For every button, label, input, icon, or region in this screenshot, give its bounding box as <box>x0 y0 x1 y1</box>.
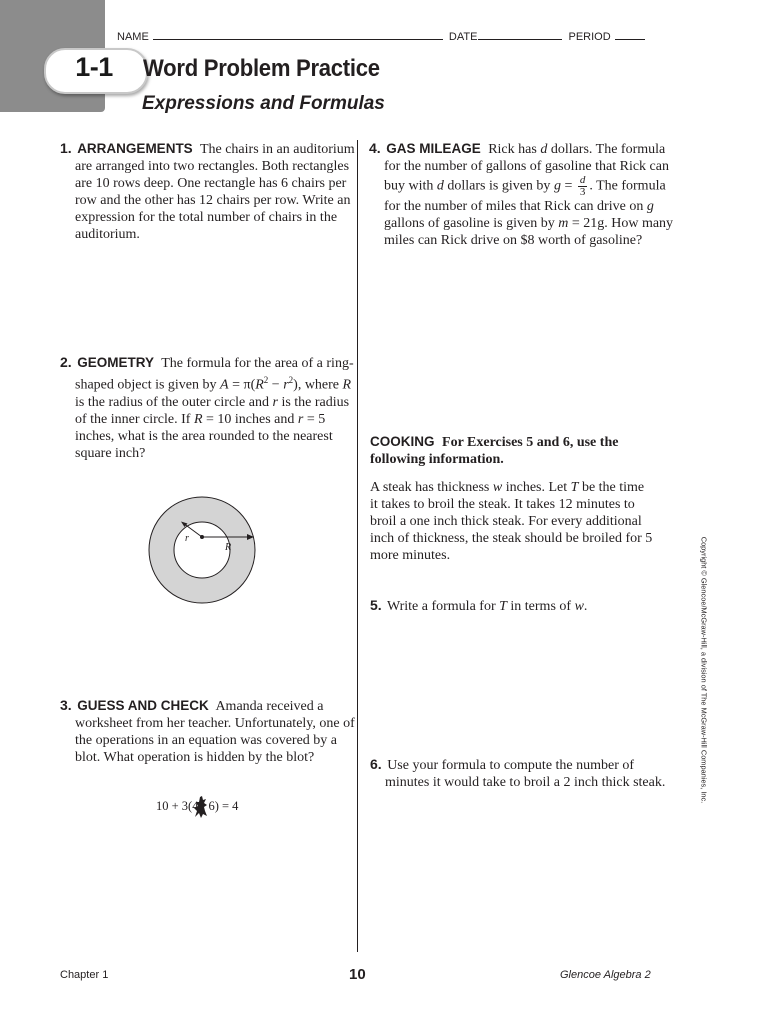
problem-text: = 21g. How many miles can Rick drive on $8 worth of gasoline? <box>384 216 674 248</box>
fraction-d-over-3 <box>578 175 588 198</box>
page-subtitle: Expressions and Formulas <box>142 93 385 114</box>
problem-number: 4. <box>369 140 381 156</box>
student-info-header <box>117 28 648 43</box>
footer-page-number: 10 <box>349 966 366 983</box>
outer-radius-label: R <box>225 542 232 553</box>
problem-text: Rick has <box>488 142 541 157</box>
variable-r: r <box>272 394 278 410</box>
variable-g: g <box>646 199 654 214</box>
problem-text: . The formula for the number of miles that Rick can drive on <box>384 178 666 214</box>
problem-heading: GUESS AND CHECK <box>77 698 209 713</box>
variable-w: w <box>492 480 503 495</box>
steak-information <box>370 479 655 564</box>
problem-number: 5. <box>370 597 382 613</box>
fraction-numerator: d <box>579 174 586 186</box>
problem-6 <box>370 756 675 791</box>
problem-text: The chairs in an auditorium are arranged into two rectangles. Both rectangles are 10 rows deep. One rectangle has 6 chairs per row and the other has 12 chairs per row. Write an expression for the total number of chairs in the auditorium. <box>75 142 355 242</box>
equation-left: 10 + 3(4 <box>156 798 199 813</box>
problem-text: Use your formula to compute the number of minutes it would take to broil a 2 inch thick steak. <box>385 758 666 790</box>
section-instructions: For Exercises 5 and 6, use the following information. <box>370 435 619 467</box>
problem-3 <box>60 697 365 766</box>
inner-radius-label: r <box>185 533 189 544</box>
date-label: DATE <box>448 31 478 43</box>
problem-text: is the radius of the outer circle and <box>75 394 273 410</box>
page-title: Word Problem Practice <box>143 55 380 82</box>
problem-text: dollars. The formula for the number of gallons of gasoline that Rick can buy with <box>384 142 669 194</box>
problem-text: is the radius of the inner circle. If <box>75 394 350 427</box>
equals-sign: = <box>228 377 244 393</box>
variable-d: d <box>540 142 548 157</box>
problem-text: Amanda received a worksheet from her teacher. Unfortunately, one of the operations in an equation was covered by a blot. What operation is hidden by the blot? <box>75 699 355 765</box>
info-text: be the time it takes to broil the steak. It takes 12 minutes to broil a one inch thick steak. For every additional inch of thickness, the steak should be broiled for 5 more minutes. <box>370 480 653 563</box>
column-divider <box>357 140 358 952</box>
variable-w: w <box>574 599 584 614</box>
problem-number: 2. <box>60 354 72 370</box>
problem-text: gallons of gasoline is given by <box>384 216 559 231</box>
ring-diagram <box>147 495 257 605</box>
problem-text: in terms of <box>506 599 575 614</box>
footer-chapter: Chapter 1 <box>60 969 109 981</box>
variable-R: R <box>193 411 203 427</box>
cooking-section-heading <box>370 433 655 468</box>
variable-d: d <box>436 178 444 194</box>
problem-heading: GAS MILEAGE <box>386 141 481 156</box>
problem-text: Write a formula for <box>386 599 500 614</box>
variable-g: g <box>553 178 561 194</box>
date-blank <box>478 28 562 40</box>
inner-circle <box>174 522 230 578</box>
variable-A: A <box>220 377 229 393</box>
blot-equation <box>156 796 238 818</box>
problem-number: 1. <box>60 140 72 156</box>
footer-book-title: Glencoe Algebra 2 <box>560 969 651 981</box>
problem-text: dollars is given by <box>443 178 554 194</box>
exponent: 2 <box>288 375 294 385</box>
equation-right: 6) = 4 <box>208 798 239 813</box>
variable-r: r <box>297 411 304 427</box>
problem-number: 3. <box>60 697 72 713</box>
problem-text: ), where <box>293 377 343 393</box>
problem-heading: GEOMETRY <box>77 355 154 370</box>
name-blank <box>153 28 443 40</box>
pi-symbol: π( <box>243 377 256 393</box>
variable-r: r <box>283 377 289 393</box>
copyright-text: Copyright © Glencoe/McGraw-Hill, a division of The McGraw-Hill Companies, Inc. <box>699 536 709 804</box>
exponent: 2 <box>263 375 269 385</box>
variable-T: T <box>570 480 579 495</box>
minus-sign: − <box>268 377 284 393</box>
variable-T: T <box>499 599 507 614</box>
name-label: NAME <box>117 31 149 43</box>
section-heading: COOKING <box>370 434 435 449</box>
problem-text: The formula for the area of a ring-shaped object is given by <box>75 356 354 393</box>
problem-4 <box>369 140 674 249</box>
info-text: inches. Let <box>502 480 571 495</box>
variable-m: m <box>558 216 569 231</box>
equals-sign: = <box>560 178 576 194</box>
problem-text: = 10 inches and <box>202 411 298 427</box>
problem-2 <box>60 354 363 462</box>
variable-R: R <box>342 377 352 393</box>
period-label: PERIOD <box>568 31 611 43</box>
fraction-denominator: 3 <box>579 186 586 198</box>
problem-text: = 5 inches, what is the area rounded to the nearest square inch? <box>75 411 333 461</box>
period-blank <box>615 28 645 40</box>
problem-number: 6. <box>370 756 382 772</box>
ink-blot-icon <box>194 796 208 818</box>
problem-text: . <box>583 599 588 614</box>
variable-R: R <box>255 377 264 393</box>
lesson-number: 1-1 <box>75 52 113 82</box>
problem-1 <box>60 140 363 243</box>
problem-heading: ARRANGEMENTS <box>77 141 193 156</box>
info-text: A steak has thickness <box>370 480 493 495</box>
problem-5 <box>370 597 670 615</box>
